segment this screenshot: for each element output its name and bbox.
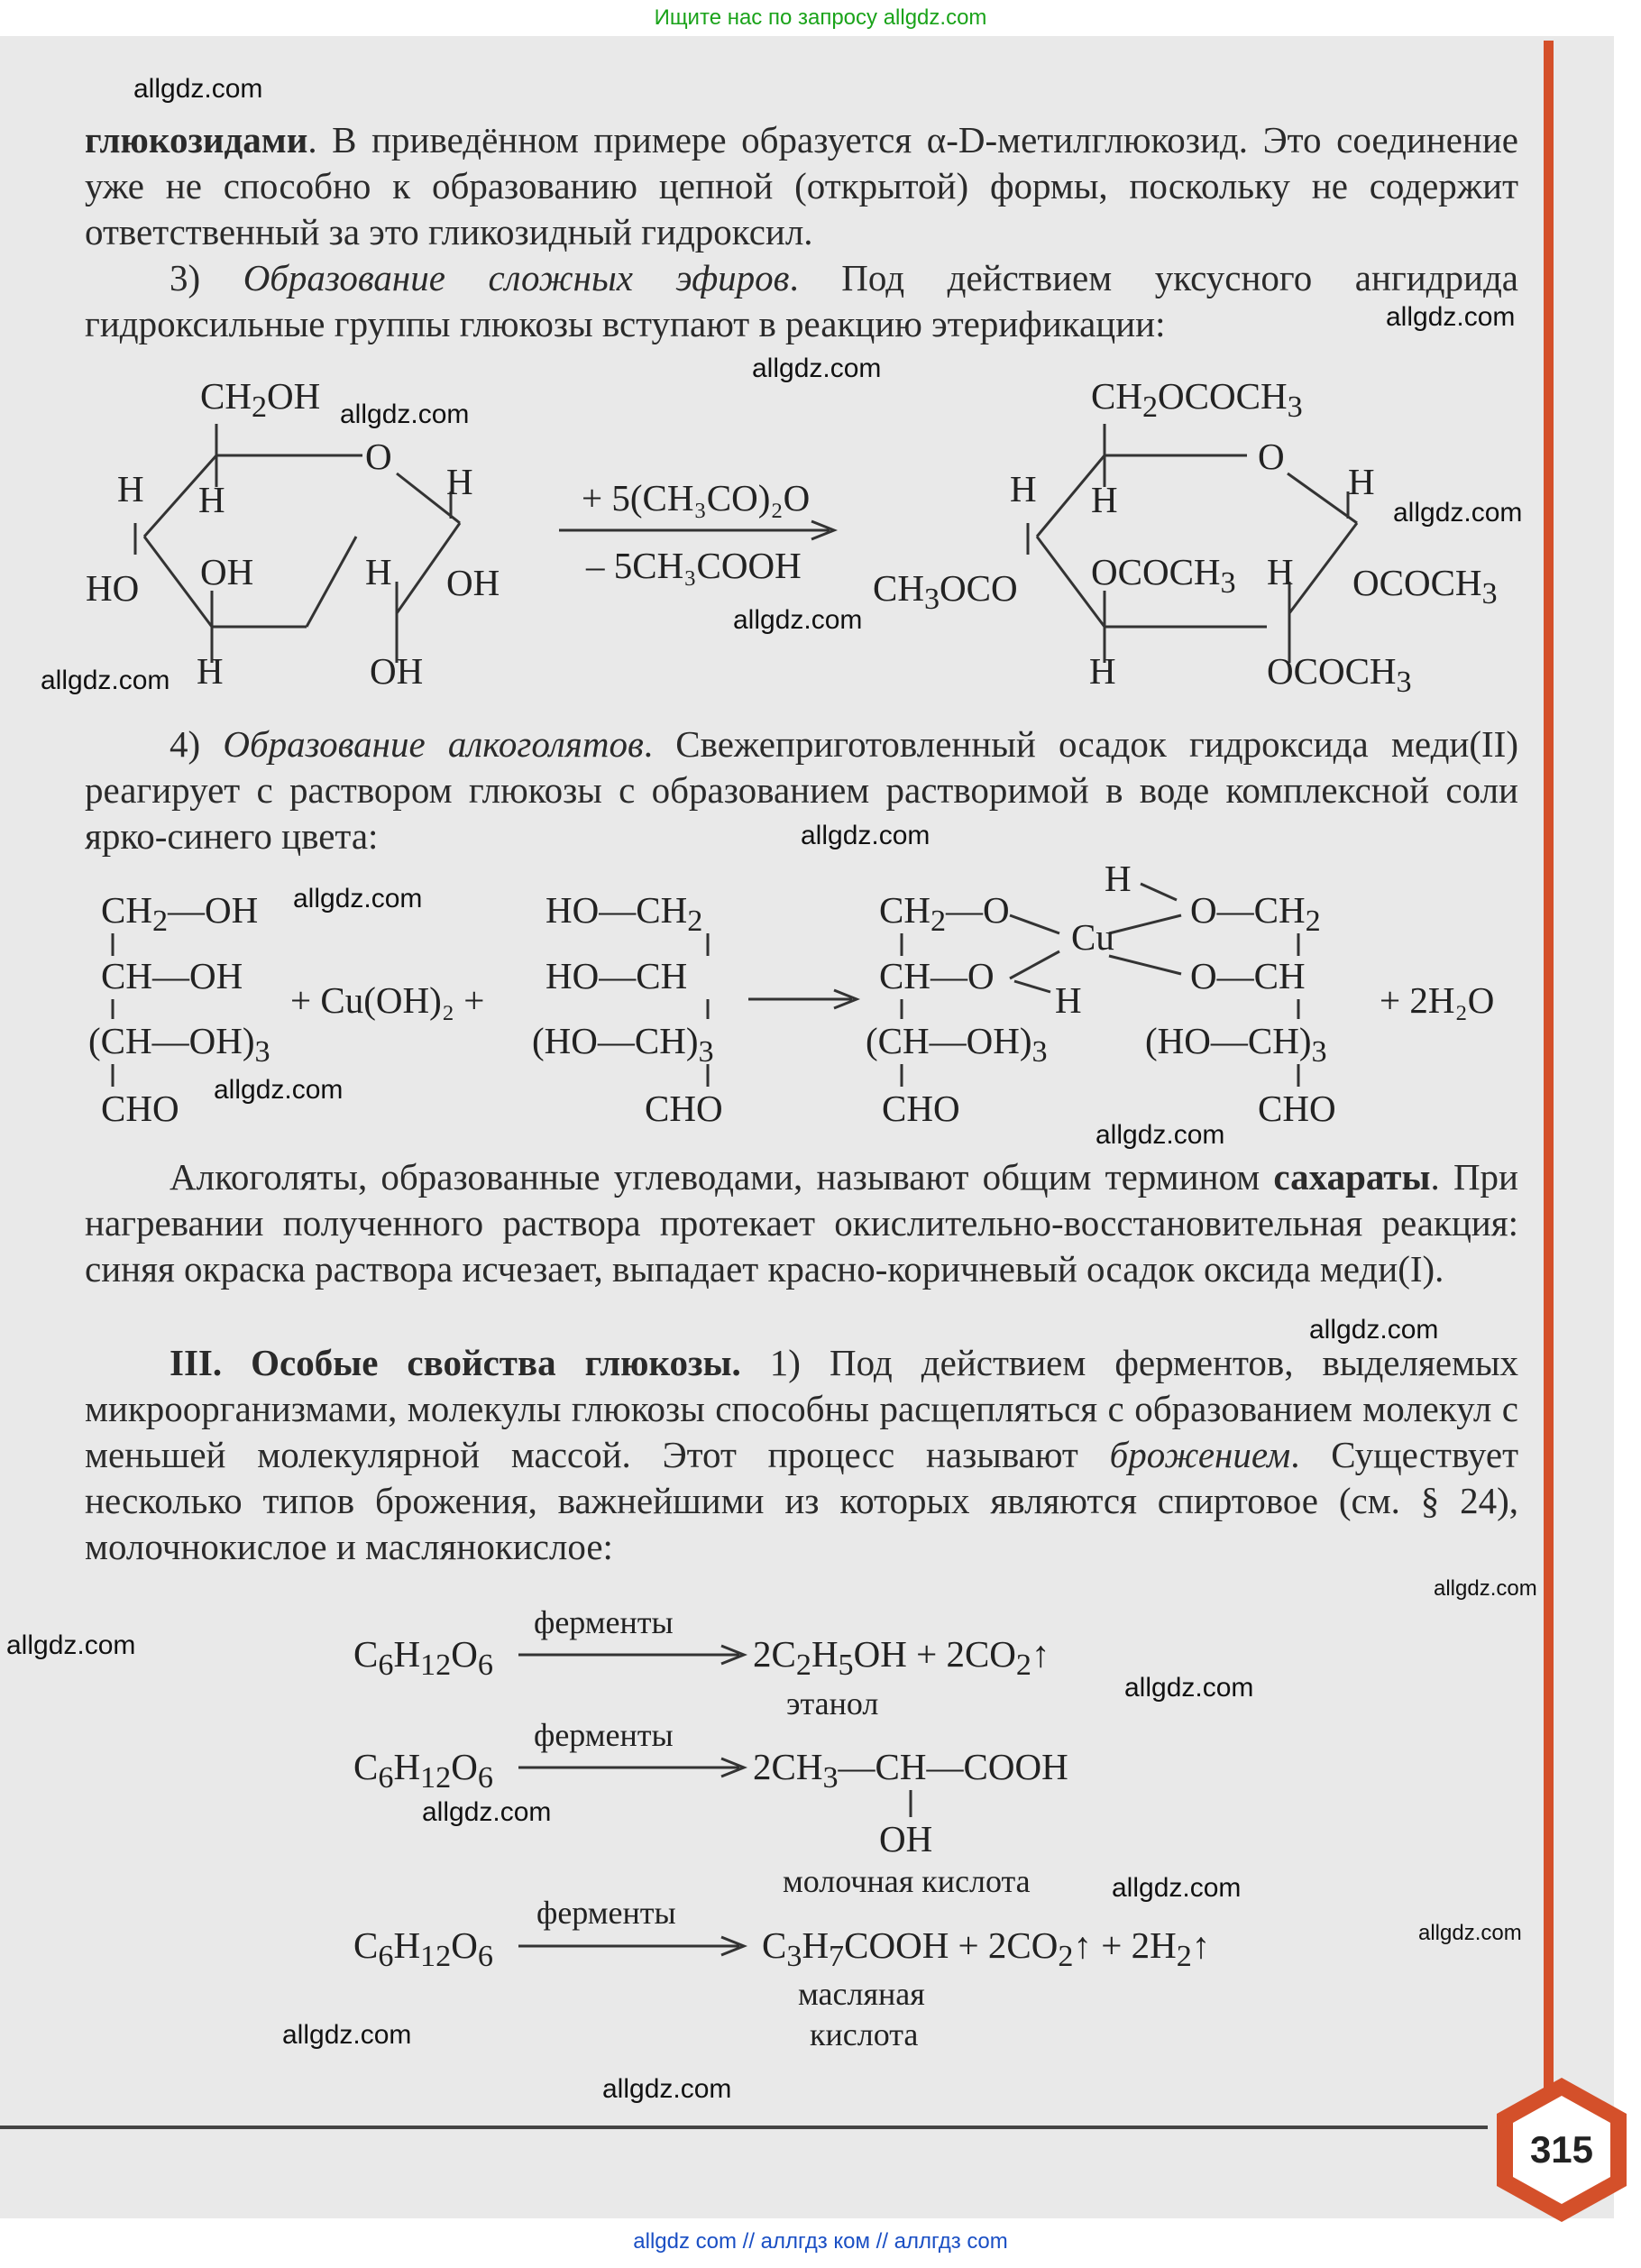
label-glucose-formula: $C_6H_{12}O_6$ — [353, 1746, 493, 1795]
watermark: allgdz.com — [733, 605, 863, 635]
term-fermentation: брожением — [1109, 1434, 1291, 1475]
page-number: 315 — [1529, 2128, 1594, 2171]
paragraph-esters: 3) Образование сложных эфиров. Под действием уксусного ангидрида гидроксильные группы глюкозы вступают в реакцию этерификации: — [85, 257, 1519, 344]
label-h: H — [198, 479, 225, 520]
label-ho-ch-3: $(HO—CH)_3$ — [1145, 1020, 1327, 1070]
label-ch2-o: $CH_2—O$ — [879, 889, 1010, 939]
label-ococh3: $OCOCH_3$ — [1267, 650, 1412, 700]
watermark: allgdz.com — [293, 884, 423, 914]
byproduct-acetic-acid: – 5CH₃COOH — [586, 545, 802, 586]
label-h: H — [1105, 858, 1132, 899]
label-o-ch: O—CH — [1190, 955, 1306, 996]
heading-special-properties: III. Особые свойства глюкозы. — [170, 1342, 741, 1383]
heading-alcoholates: Образование алкоголятов — [223, 723, 644, 765]
reagent-anhydride: + 5(CH₃CO)₂O — [582, 477, 811, 519]
label-h: H — [117, 468, 144, 510]
label-oh: OH — [200, 551, 254, 592]
watermark: allgdz.com — [1096, 1120, 1225, 1150]
label-butyric-acid-2: кислота — [810, 2016, 919, 2052]
label-ch-o: CH—O — [879, 955, 995, 996]
watermark: allgdz.com — [214, 1075, 344, 1105]
label-butyric-products: $C_3H_7COOH$ + $2CO_2↑$ + $2H_2↑$ — [762, 1924, 1211, 1974]
paragraph-glycosides: глюкозидами. В приведённом примере образуется α-D-метилглюкозид. Это соединение уже не способно к образованию цепной (открытой) формы, поскольку не содержит ответственный за это гликозидный гидроксил. — [85, 119, 1518, 253]
label-ho-ch2: $HO—CH_2$ — [545, 889, 703, 939]
top-banner: Ищите нас по запросу allgdz.com — [654, 5, 987, 30]
product-water: + 2H₂O — [1380, 979, 1495, 1021]
watermark: allgdz.com — [801, 821, 931, 850]
label-h: H — [1089, 650, 1116, 692]
label-ethanol: этанол — [786, 1685, 879, 1722]
label-glucose-formula: $C_6H_{12}O_6$ — [353, 1924, 493, 1974]
label-oh: OH — [879, 1818, 933, 1859]
label-h: H — [1010, 468, 1037, 510]
watermark: allgdz.com — [133, 74, 263, 104]
label-cho: CHO — [645, 1088, 723, 1129]
label-ring-o: O — [365, 436, 392, 477]
watermark: allgdz.com — [41, 666, 170, 695]
label-ch-oh-3: $(CH—OH)_3$ — [88, 1020, 270, 1070]
reagent-copper-hydroxide: + Cu(OH)₂ + — [290, 979, 485, 1021]
label-ch2ococh3: $CH_2OCOCH_3$ — [1091, 375, 1303, 425]
label-cho: CHO — [1258, 1088, 1336, 1129]
label-lactic-acid: молочная кислота — [783, 1863, 1031, 1899]
label-lactic-products: $2CH_3—CH—COOH$ — [753, 1746, 1068, 1795]
label-ococh3: $OCOCH_3$ — [1091, 551, 1236, 601]
label-h: H — [1055, 979, 1082, 1021]
label-ho-ch-3: $(HO—CH)_3$ — [532, 1020, 714, 1070]
watermark: allgdz.com — [1434, 1576, 1537, 1601]
label-h: H — [1091, 479, 1118, 520]
paragraph-fermentation: III. Особые свойства глюкозы. 1) Под действием ферментов, выделяемых микроорганизмами, молекулы глюкозы способны расщепляться с образованием молекул с меньшей молекулярной массой. Этот процесс называют брожением. Существует несколько типов брожения, важнейшими из которых являются спиртовое (см. § 24), молочнокислое и маслянокислое: — [85, 1342, 1519, 1567]
label-h: H — [197, 650, 224, 692]
term-saccharates: сахараты — [1273, 1156, 1431, 1198]
label-h: H — [1267, 551, 1294, 592]
paragraph-saccharates: Алкоголяты, образованные углеводами, называют общим термином сахараты. При нагревании полученного раствора протекает окислительно-восстановительная реакция: синяя окраска раствора исчезает, выпадает красно-коричневый осадок оксида меди(I). — [85, 1156, 1518, 1290]
label-ch2-oh: $CH_2—OH$ — [101, 889, 259, 939]
catalyst-enzymes: ферменты — [534, 1604, 674, 1640]
label-ch-oh: CH—OH — [101, 955, 243, 996]
catalyst-enzymes: ферменты — [534, 1717, 674, 1753]
watermark: allgdz.com — [1386, 302, 1516, 332]
label-glucose-formula: $C_6H_{12}O_6$ — [353, 1633, 493, 1683]
watermark: allgdz.com — [282, 2020, 412, 2050]
label-ch-oh-3: $(CH—OH)_3$ — [866, 1020, 1048, 1070]
label-oh: OH — [370, 650, 424, 692]
label-o-ch2: $O—CH_2$ — [1190, 889, 1321, 939]
heading-esters: Образование сложных эфиров — [243, 257, 790, 298]
watermark: allgdz.com — [1124, 1673, 1254, 1703]
label-ococh3: $OCOCH_3$ — [1352, 562, 1498, 611]
watermark: allgdz.com — [1418, 1921, 1522, 1945]
bottom-banner: allgdz com // аллгдз ком // аллгдз com — [633, 2229, 1008, 2254]
watermark: allgdz.com — [1393, 498, 1523, 528]
label-cho: CHO — [101, 1088, 179, 1129]
label-butyric-acid-1: масляная — [798, 1976, 925, 2012]
label-ho: HO — [86, 567, 140, 609]
label-cho: CHO — [882, 1088, 960, 1129]
watermark: allgdz.com — [340, 399, 470, 429]
label-ch3oco: $CH_3OCO$ — [873, 567, 1018, 617]
footer-rule — [0, 2126, 1488, 2129]
label-ho-ch: HO—CH — [545, 955, 688, 996]
label-cu: Cu — [1071, 916, 1114, 958]
label-oh: OH — [446, 562, 500, 603]
label-ethanol-products: $2C_2H_5OH$ + $2CO_2↑$ — [753, 1633, 1050, 1683]
label-h: H — [365, 551, 392, 592]
label-ring-o: O — [1258, 436, 1285, 477]
paragraph-alcoholates: 4) Образование алкоголятов. Свежеприготовленный осадок гидроксида меди(II) реагирует с раствором глюкозы с образованием растворимой в воде комплексной соли ярко-синего цвета: — [85, 723, 1518, 857]
watermark: allgdz.com — [422, 1797, 552, 1827]
term-glycosides: глюкозидами — [85, 119, 308, 161]
watermark: allgdz.com — [1112, 1873, 1242, 1903]
watermark: allgdz.com — [1309, 1315, 1439, 1345]
watermark: allgdz.com — [752, 354, 882, 383]
catalyst-enzymes: ферменты — [536, 1895, 676, 1931]
label-h: H — [446, 461, 473, 502]
watermark: allgdz.com — [6, 1630, 136, 1660]
watermark: allgdz.com — [602, 2074, 732, 2104]
label-h: H — [1348, 461, 1375, 502]
label-ch2oh: $CH_2OH$ — [200, 375, 321, 425]
